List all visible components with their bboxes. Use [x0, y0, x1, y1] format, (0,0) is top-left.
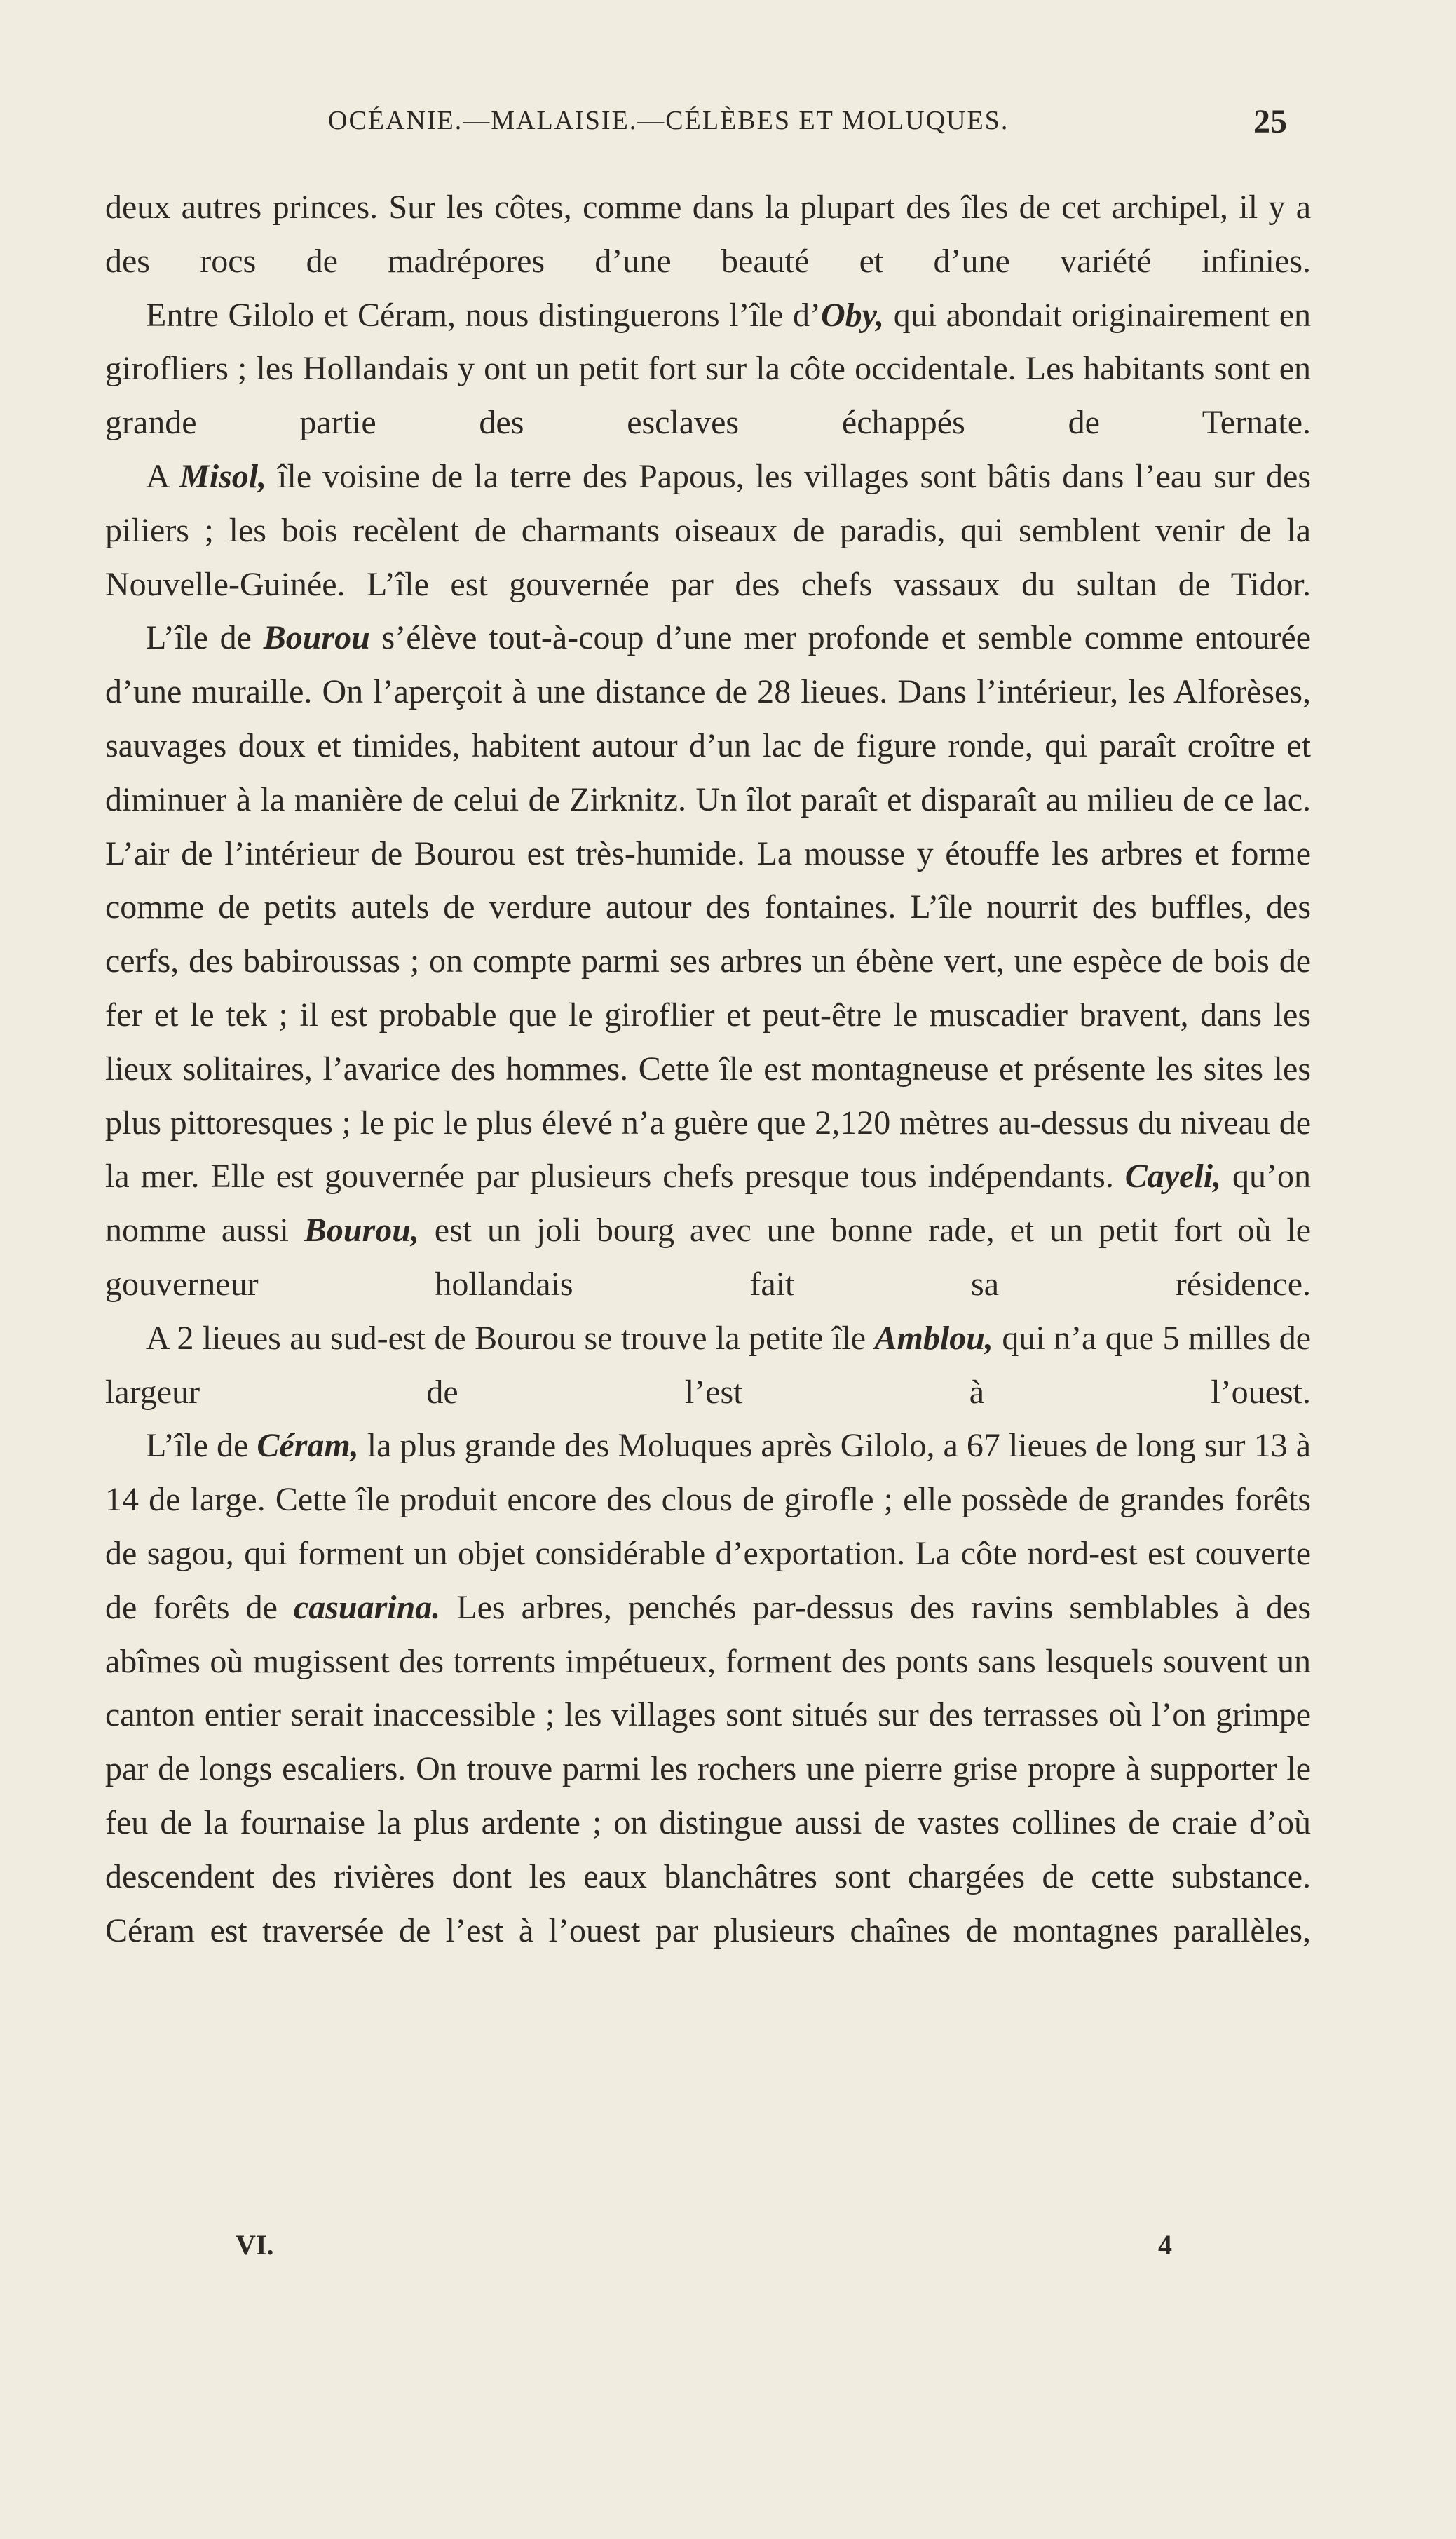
text-run: s’élève tout-à-coup d’une mer profonde et semble comme entourée d’une muraille. On l’aperçoit à une distance de 28 lieues. Dans l’intérieur, les Alforèses, sauvages doux et timides, habitent autour d’un lac de figure ronde, qui paraît croître et diminuer à la manière de celui de Zirknitz. Un îlot paraît et disparaît au milieu de ce lac. L’air de l’intérieur de Bourou est très-humide. La mousse y étouffe les arbres et forme comme de petits autels de verdure autour des fontaines. L’île nourrit des buffles, des cerfs, des babiroussas ; on compte parmi ses arbres un ébène vert, une espèce de bois de fer et le tek ; il est probable que le giroflier et peut-être le muscadier bravent, dans les lieux solitaires, l’avarice des hommes. Cette île est montagneuse et présente les sites les plus pittoresques ; le pic le plus élevé n’a guère que 2,120 mètres au-dessus du niveau de la mer. Elle est gouvernée par plusieurs chefs presque tous indépendants.	[105, 619, 1311, 1196]
place-name-misol: Misol,	[179, 457, 267, 495]
text-run: L’île de	[146, 619, 264, 657]
paragraph-ceram	[105, 1419, 1311, 1958]
text-run: Entre Gilolo et Céram, nous distinguerons l’île d’	[146, 296, 821, 334]
place-name-oby: Oby,	[820, 296, 885, 334]
signature-volume: VI.	[236, 2229, 274, 2261]
text-run: A 2 lieues au sud-est de Bourou se trouve la petite île	[146, 1319, 875, 1357]
species-casuarina: casuarina.	[293, 1588, 441, 1626]
text-run: L’île de	[146, 1427, 257, 1465]
place-name-bourou: Bourou	[263, 619, 370, 657]
paragraph-continuation	[105, 181, 1311, 289]
paragraph-misol	[105, 450, 1311, 611]
text-run: la plus grande des Moluques après Gilolo, a 67 lieues de long sur 13 à 14 de large. Cette île produit encore des clous de girofle ; elle possède de grandes forêts de sagou, qui forment un objet considérable d’exportation. La côte nord-est est couverte de forêts de	[105, 1427, 1311, 1626]
text-run: qui n’a que 5 milles de largeur de l’est à l’ouest.	[105, 1319, 1311, 1411]
running-title: OCÉANIE.—MALAISIE.—CÉLÈBES ET MOLUQUES.	[328, 106, 1009, 135]
paragraph-oby	[105, 289, 1311, 450]
signature-sheet: 4	[1158, 2229, 1172, 2261]
text-run: qu’on nomme aussi	[105, 1158, 1312, 1250]
text-run: île voisine de la terre des Papous, les villages sont bâtis dans l’eau sur des piliers ; les bois recèlent de charmants oiseaux de paradis, qui semblent venir de la Nouvelle-Guinée. L’île est gouvernée par des chefs vassaux du sultan de Tidor.	[105, 457, 1311, 603]
page-number: 25	[1253, 103, 1287, 140]
body-text	[105, 181, 1311, 1958]
text-run: qui abondait originairement en girofliers ; les Hollandais y ont un petit fort sur la côte occidentale. Les habitants sont en grande partie des esclaves échappés de Ternate.	[105, 296, 1312, 442]
text-run: Les arbres, penchés par-dessus des ravins semblables à des abîmes où mugissent des torrents impétueux, forment des ponts sans lesquels souvent un canton entier serait inaccessible ; les villages sont situés sur des terrasses où l’on grimpe par de longs escaliers. On trouve parmi les rochers une pierre grise propre à supporter le feu de la fournaise la plus ardente ; on distingue aussi de vastes collines de craie d’où descendent des rivières dont les eaux blanchâtres sont chargées de cette substance. Céram est traversée de l’est à l’ouest par plusieurs chaînes de montagnes parallèles,	[105, 1588, 1311, 1949]
paragraph-amblou	[105, 1312, 1311, 1420]
place-name-bourou-town: Bourou,	[304, 1212, 419, 1250]
place-name-ceram: Céram,	[257, 1427, 359, 1465]
text-run: est un joli bourg avec une bonne rade, et un petit fort où le gouverneur hollandais fait sa résidence.	[105, 1212, 1311, 1303]
paragraph-bourou	[105, 611, 1311, 1311]
text-run: deux autres princes. Sur les côtes, comme dans la plupart des îles de cet archipel, il y a des rocs de madrépores d’une beauté et d’une variété infinies.	[105, 189, 1311, 280]
place-name-amblou: Amblou,	[874, 1319, 993, 1357]
place-name-cayeli: Cayeli,	[1124, 1158, 1222, 1196]
text-run: A	[146, 457, 180, 495]
